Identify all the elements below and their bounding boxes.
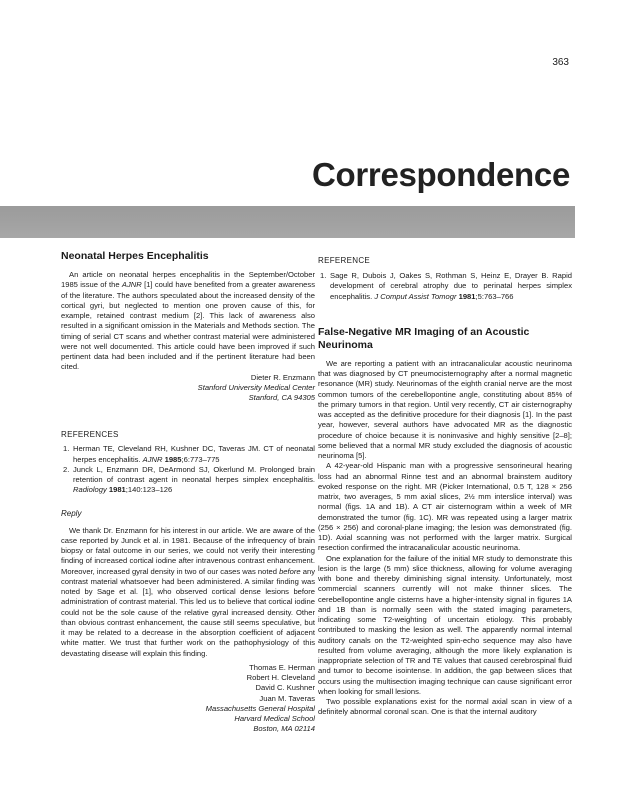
left-column <box>61 250 315 735</box>
reference-label: REFERENCE <box>318 256 371 265</box>
reference-item: 1. Sage R, Dubois J, Oakes S, Rothman S, Heinz E, Drayer B. Rapid development of cerebral atrophy due to perinatal herpes simplex encephalitis. J Comput Assist Tomogr 1981;5:763–766 <box>320 271 572 301</box>
reply-author: Robert H. Cleveland <box>246 673 315 682</box>
reply-affiliation: Boston, MA 02114 <box>253 724 315 734</box>
article-title-acoustic-neurinoma: False-Negative MR Imaging of an Acoustic Neurinoma <box>318 325 530 351</box>
right-column <box>318 250 572 718</box>
header-band <box>0 206 575 238</box>
article-paragraph: One explanation for the failure of the initial MR study to demonstrate this lesion is the large (5 mm) slice thickness, allowing for volume averaging with bone and thereby diminishing signal intensity. Unfortunately, most commercial scanners currently will not make thinner slices. The cerebellopontine angle cisterns have a higher-intensity signal in figures 1A and 1B than is normally seen with the stated imaging parameters, indicating some T2-weighting of uncertain etiology. This probably contributed to masking the lesion as well. The apparently normal internal auditory canals on the T2-weighted spin-echo sequence may also have resulted from volume averaging, although the more likely explanation is inappropriate selection of TR and TE values that caused cerebrospinal fluid and tumor to become isointense. In addition, the gap between slices that occurs using the multisection imaging technique can cause significant error when looking for small lesions. <box>318 553 572 696</box>
reply-body: We thank Dr. Enzmann for his interest in our article. We are aware of the case reported by Junck et al. in 1981. Because of the infrequency of brain biopsy or fatal outcome in our series, we could not verify their interesting finding of increased cortical iodine after intravenous contrast enhancement. Moreover, increased gyral density in two of our cases was noted before any contrast material whatsoever had been administered. A similar finding was noted by Sage et al. [1], who observed cortical dense lesions before administration of contrast material. This led us to believe that cortical iodine could not be the sole cause of the relative gyral increased density. Other than obvious contrast enhancement, the cause still seems speculative, but it may be related to a decrease in the absorption coefficient of adjacent white matter. We trust that further work on the pathophysiology of this devastating disease will explain this finding. <box>61 525 315 658</box>
reference-item: 1. Herman TE, Cleveland RH, Kushner DC, Taveras JM. CT of neonatal herpes encephalitis. AJNR 1985;6:773–775 <box>63 444 315 464</box>
article-paragraph: We are reporting a patient with an intracanalicular acoustic neurinoma that was diagnosed by CT pneumocisternography after a normal magnetic resonance (MR) study. Neurinomas of the eighth cranial nerve are the most common tumors of the cerebellopontine angle, constituting about 85% of the primary tumors in that region. Until very recently, CT air cisternography was accepted as the definitive procedure for their diagnosis [1]. In the past year, however, several authors have advocated MR as the diagnostic procedure of choice because it is noninvasive and highly sensitive [2–8]; some believed that a normal MR study excluded the diagnosis of acoustic neurinoma [5]. <box>318 358 572 460</box>
letter-author: Dieter R. Enzmann <box>250 372 315 382</box>
page-number: 363 <box>552 57 569 68</box>
reply-affiliation: Massachusetts General Hospital <box>205 703 315 713</box>
reply-label: Reply <box>61 508 82 518</box>
article-paragraph: Two possible explanations exist for the normal axial scan in view of a definitely abnormal coronal scan. One is that the internal auditory <box>318 697 572 717</box>
references-list <box>61 444 315 495</box>
letter-affiliation: Stanford University Medical Center <box>197 382 315 392</box>
reference-list <box>318 271 572 302</box>
reply-author: Juan M. Taveras <box>259 693 315 703</box>
reply-author: David C. Kushner <box>255 683 315 693</box>
reply-affiliation: Harvard Medical School <box>234 714 315 723</box>
reply-signatures <box>61 663 315 735</box>
references-label: REFERENCES <box>61 430 119 440</box>
reply-author: Thomas E. Herman <box>249 662 315 672</box>
letter-location: Stanford, CA 94305 <box>248 393 315 402</box>
article-paragraph: A 42-year-old Hispanic man with a progressive sensorineural hearing loss had an abnormal Rinne test and an abnormal brainstem auditory evoked response on the right. MR (Picker International, 0.5 T, 128 × 256 matrix, two averages, 5 mm axial slices, 2½ mm interslice interval) was normal (figs. 1A and 1B). A CT air cisternogram within a week of MR demonstrated the tumor (fig. 1C). MR was repeated using a larger matrix (256 × 256) and coronal-plane imaging; the lesion was demonstrated (fig. 1D). Axial scanning was not performed with the larger matrix. Surgical resection confirmed the intracanalicular acoustic neurinoma. <box>318 461 572 553</box>
letter-body: An article on neonatal herpes encephalitis in the September/October 1985 issue of the AJNR [1] could have benefited from a greater awareness of the literature. The authors speculated about the increased density of the cortical gyri, but neglected to mention one proven cause of this, for example, retained contrast medium [2]. This lack of awareness also resulted in a significant omission in the Materials and Methods section. The timing of serial CT scans and whether contrast material were administered were not well documented. This article could have been improved if such pertinent data had been included and if the pertinent literature had been cited. <box>61 270 315 372</box>
reference-item: 2. Junck L, Enzmann DR, DeArmond SJ, Okerlund M. Prolonged brain retention of contrast agent in neonatal herpes simplex encephalitis. Radiology 1981;140:123–126 <box>63 464 315 495</box>
article-title-neonatal-herpes: Neonatal Herpes Encephalitis <box>61 250 209 262</box>
section-title: Correspondence <box>311 156 570 193</box>
